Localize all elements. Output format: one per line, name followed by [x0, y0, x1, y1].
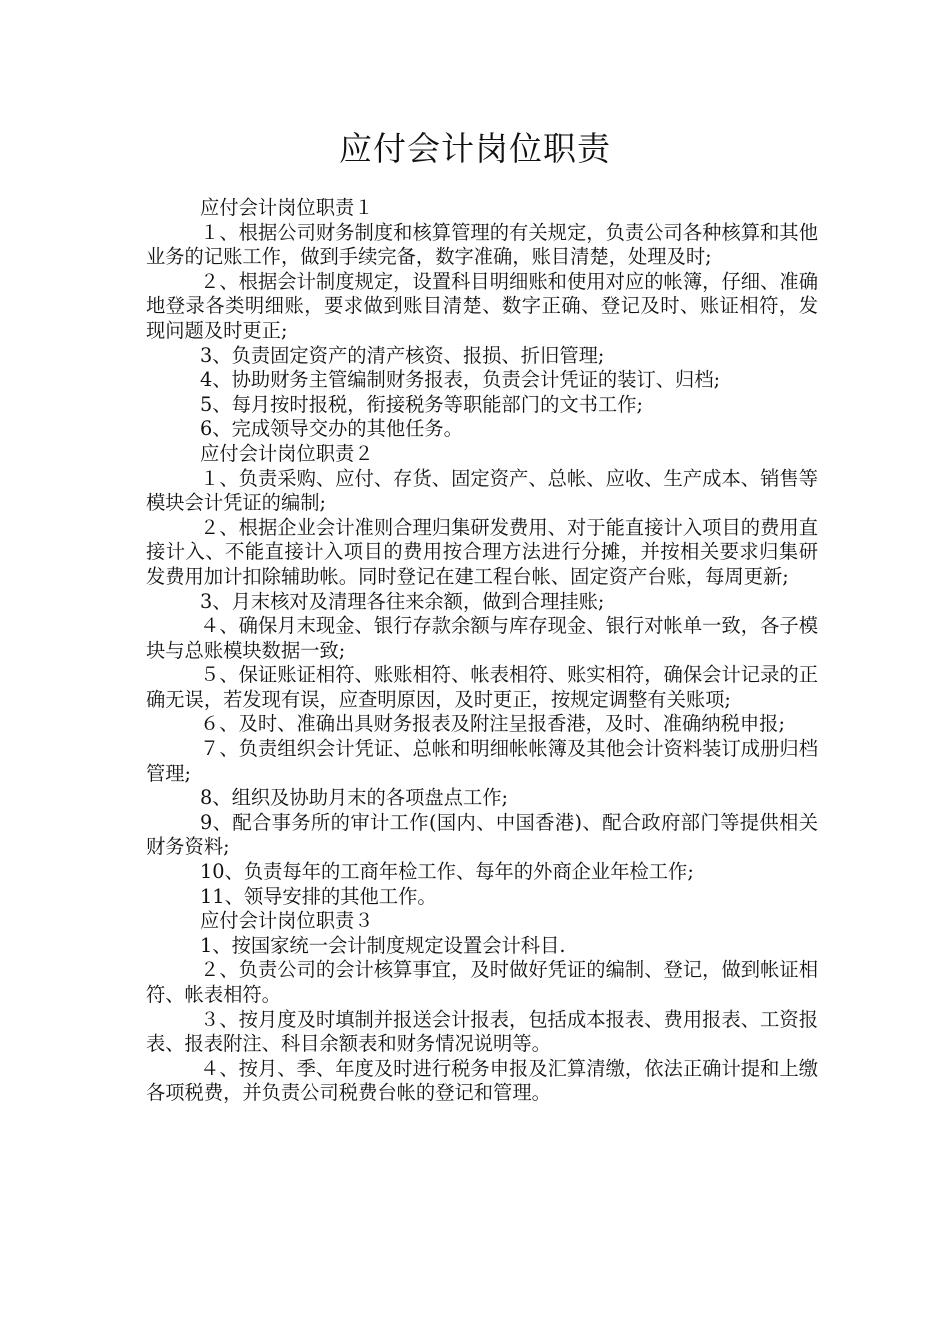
section-heading: 应付会计岗位职责３	[200, 909, 374, 933]
duty-item: ４、按月、季、年度及时进行税务申报及汇算清缴，依法正确计提和上缴各项税费，并负责公司税费台帐的登记和管理。	[146, 1056, 818, 1105]
duty-item: ６、及时、准确出具财务报表及附注呈报香港，及时、准确纳税申报;	[200, 712, 785, 736]
duty-item: 11、领导安排的其他工作。	[200, 884, 437, 908]
duty-item: 1、按国家统一会计制度规定设置会计科目.	[200, 933, 566, 957]
document-title: 应付会计岗位职责	[339, 129, 611, 168]
duty-item: 8、组织及协助月末的各项盘点工作;	[200, 786, 509, 810]
duty-item: 4、协助财务主管编制财务报表，负责会计凭证的装订、归档;	[200, 368, 721, 392]
duty-item: １、负责采购、应付、存货、固定资产、总帐、应收、生产成本、销售等模块会计凭证的编制;	[146, 466, 818, 515]
duty-item: 3、负责固定资产的清产核资、报损、折旧管理;	[200, 343, 605, 367]
duty-item: ４、确保月末现金、银行存款余额与库存现金、银行对帐单一致，各子模块与总账模块数据一致;	[146, 614, 818, 662]
document-body	[146, 196, 818, 1106]
duty-item: 9、配合事务所的审计工作(国内、中国香港)、配合政府部门等提供相关财务资料;	[146, 810, 818, 859]
duty-item: ５、保证账证相符、账账相符、帐表相符、账实相符，确保会计记录的正确无误，若发现有误，应查明原因，及时更正，按规定调整有关账项;	[146, 663, 818, 711]
section-heading: 应付会计岗位职责２	[200, 441, 374, 465]
duty-item: ２、负责公司的会计核算事宜，及时做好凭证的编制、登记，做到帐证相符、帐表相符。	[146, 958, 818, 1006]
duty-item: ２、根据企业会计准则合理归集研发费用、对于能直接计入项目的费用直接计入、不能直接计入项目的费用按合理方法进行分摊，并按相关要求归集研发费用加计扣除辅助帐。同时登记在建工程台帐、固定资产台账，每周更新;	[146, 515, 818, 588]
duty-item: １、根据公司财务制度和核算管理的有关规定，负责公司各种核算和其他业务的记账工作，做到手续完备，数字准确，账目清楚，处理及时;	[146, 220, 818, 269]
duty-item: 6、完成领导交办的其他任务。	[200, 417, 463, 441]
section-heading: 应付会计岗位职责１	[200, 196, 374, 219]
duty-item: ２、根据会计制度规定，设置科目明细账和使用对应的帐簿，仔细、准确地登录各类明细账，要求做到账目清楚、数字正确、登记及时、账证相符，发现问题及时更正;	[146, 269, 818, 342]
duty-item: ７、负责组织会计凭证、总帐和明细帐帐簿及其他会计资料装订成册归档管理;	[146, 737, 818, 785]
duty-item: 3、月末核对及清理各往来余额，做到合理挂账;	[200, 589, 605, 613]
duty-item: ３、按月度及时填制并报送会计报表，包括成本报表、费用报表、工资报表、报表附注、科目余额表和财务情况说明等。	[146, 1007, 818, 1056]
duty-item: 10、负责每年的工商年检工作、每年的外商企业年检工作;	[200, 860, 694, 884]
duty-item: 5、每月按时报税，衔接税务等职能部门的文书工作;	[200, 392, 643, 416]
